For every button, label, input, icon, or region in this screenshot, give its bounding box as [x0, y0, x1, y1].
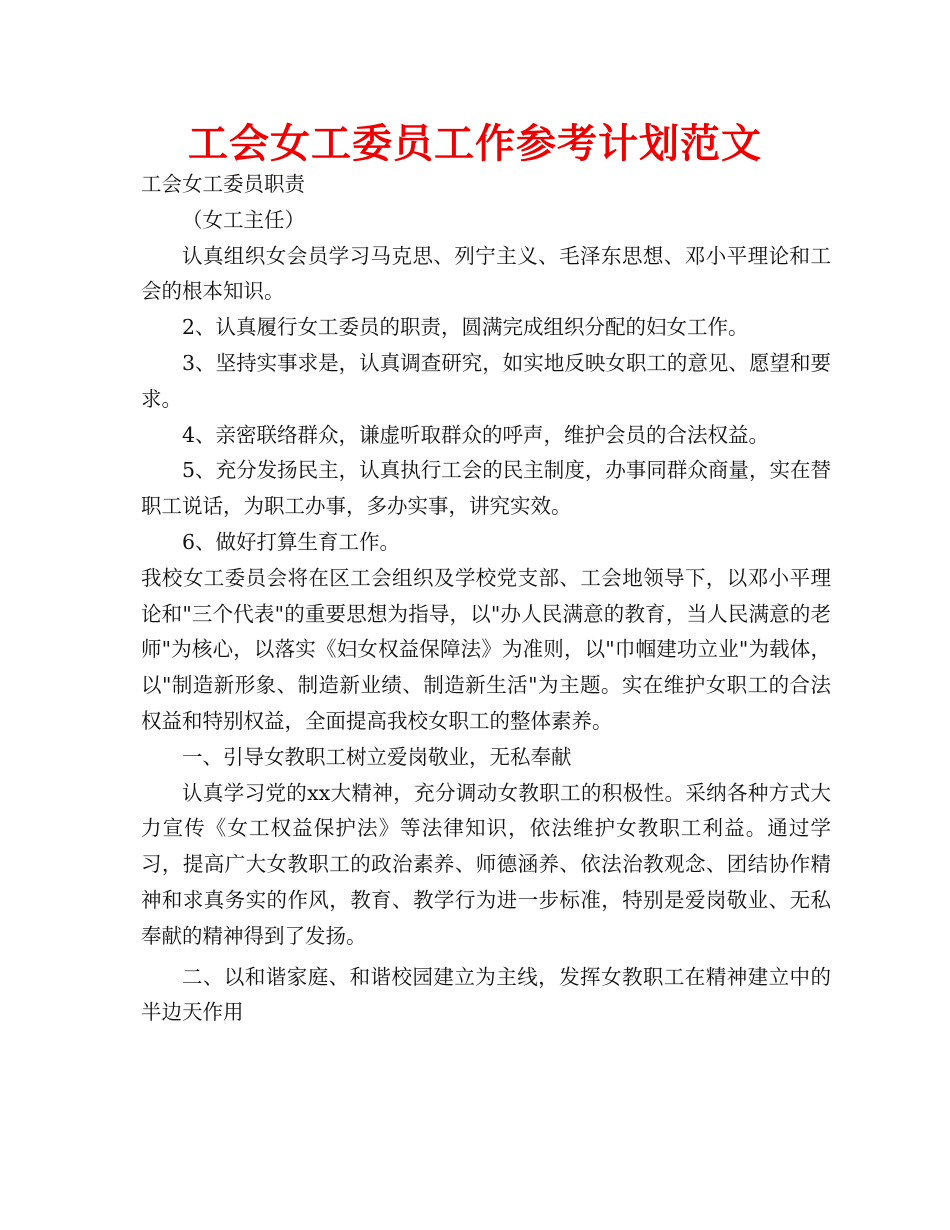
document-body	[141, 167, 831, 1031]
paragraph: 2、认真履行女工委员的职责，圆满完成组织分配的妇女工作。	[182, 315, 749, 340]
subheading: （女工主任）	[182, 207, 305, 232]
paragraph: 认真学习党的xx大精神，充分调动女教职工的积极性。采纳各种方式大力宣传《女工权益保护法》等法律知识，依法维护女教职工利益。通过学习，提高广大女教职工的政治素养、师德涵养、依法治教观念、团结协作精神和求真务实的作风，教育、教学行为进一步标准，特别是爱岗敬业、无私奉献的精神得到了发扬。	[141, 780, 831, 948]
paragraph: 认真组织女会员学习马克思、列宁主义、毛泽东思想、邓小平理论和工会的根本知识。	[141, 243, 831, 304]
paragraph: 4、亲密联络群众，谦虚听取群众的呼声，维护会员的合法权益。	[182, 422, 770, 447]
paragraph: 我校女工委员会将在区工会组织及学校党支部、工会地领导下，以邓小平理论和"三个代表"的重要思想为指导，以"办人民满意的教育，当人民满意的老师"为核心，以落实《妇女权益保障法》为准则，以"巾帼建功立业"为载体，以"制造新形象、制造新业绩、制造新生活"为主题。实在维护女职工的合法权益和特别权益，全面提高我校女职工的整体素养。	[141, 565, 831, 733]
document-title: 工会女工委员工作参考计划范文	[188, 121, 762, 167]
paragraph: 5、充分发扬民主，认真执行工会的民主制度，办事同群众商量，实在替职工说话，为职工办事，多办实事，讲究实效。	[141, 458, 831, 519]
paragraph: 6、做好打算生育工作。	[182, 529, 401, 554]
section-heading: 一、引导女教职工树立爱岗敬业，无私奉献	[182, 744, 572, 769]
section-heading: 二、以和谐家庭、和谐校园建立为主线，发挥女教职工在精神建立中的半边天作用	[141, 964, 831, 1025]
paragraph: 3、坚持实事求是，认真调查研究，如实地反映女职工的意见、愿望和要求。	[141, 350, 831, 411]
section-heading: 工会女工委员职责	[141, 172, 305, 196]
